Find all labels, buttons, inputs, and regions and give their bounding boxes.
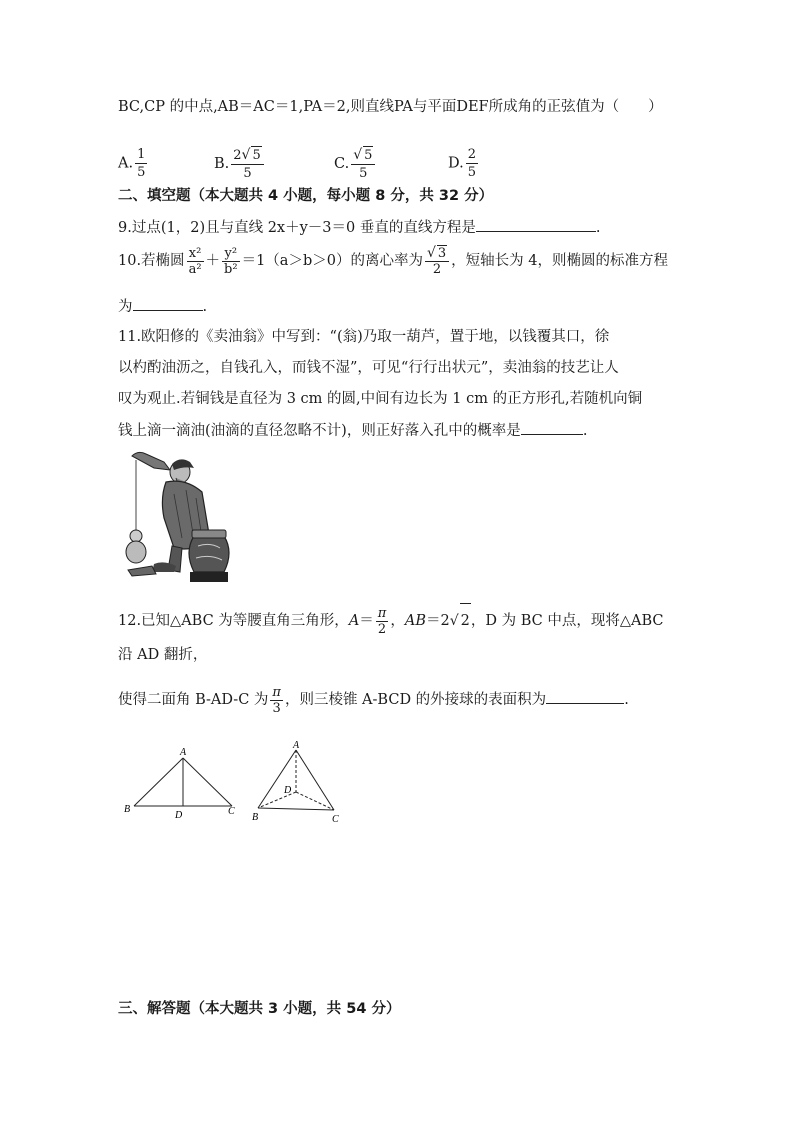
q11-line3: 叹为观止.若铜钱是直径为 3 cm 的圆,中间有边长为 1 cm 的正方形孔,若随机向铜 [118,391,643,407]
triangle-side-ac [183,758,232,806]
fig2-label-d: D [284,785,292,796]
oil-seller-illustration [124,448,236,584]
q8-option-b: B. $\frac{2√ 5}{5}$ [214,146,266,182]
fig2-label-b: B [252,812,259,823]
q12-answer-blank [546,689,624,704]
q8-option-d: D. $\frac{2}{5}$ [448,147,476,180]
q10-line2: 为 . [118,296,207,317]
q8-option-a: A. $\frac{1}{5}$ [118,147,146,180]
fig1-label-c: C [228,806,235,817]
tetra-edge-ab [258,750,296,808]
q11-answer-blank [521,420,583,435]
q9-answer-blank [476,217,596,232]
q11-line4: 钱上滴一滴油(油滴的直径忽略不计)，则正好落入孔中的概率是 . [118,420,587,441]
tetra-edge-bc [258,808,334,810]
fig2-label-a: A [293,740,300,751]
triangle-side-ab [134,758,183,806]
q8-option-c: C. $\frac{√ 5}{5}$ [334,146,377,182]
triangle-figure [120,746,250,822]
fig1-label-a: A [180,747,187,758]
q12-line3: 使得二面角 B-AD-C 为 $\frac{\pi}{3}$ ，则三棱锥 A-BCD 的外接球的表面积为 . [118,684,629,716]
q11-line1: 11.欧阳修的《卖油翁》中写到：“(翁)乃取一葫芦，置于地，以钱覆其口，徐 [118,329,610,345]
q12-line1: 12.已知△ABC 为等腰直角三角形，A＝ $\frac{\pi}{2}$ ，AB＝2√ 2，D 为 BC 中点，现将△ABC [118,603,664,638]
q11-line2: 以杓酌油沥之，自钱孔入，而钱不湿”，可见“行行出状元”，卖油翁的技艺让人 [118,360,619,376]
q10-line1: 10.若椭圆 $\frac{\text{x²}}{\text{a²}}$ ＋ $\frac{\text{y²}}{\text{b²}}$ ＝1（a＞b＞0）的离心率为 $\frac{√ 3}{2}$ ，短轴长为 4，则椭圆的标准方程 [118,245,669,277]
fig2-label-c: C [332,814,339,825]
fig1-label-b: B [124,804,131,815]
tetrahedron-figure [248,738,348,828]
fig1-label-d: D [175,810,183,821]
q10-answer-blank [133,296,203,311]
section2-heading: 二、填空题（本大题共 4 小题，每小题 8 分，共 32 分） [118,188,494,204]
q9-text: 9.过点(1，2)且与直线 2x＋y－3＝0 垂直的直线方程是 . [118,217,600,238]
section3-heading: 三、解答题（本大题共 3 小题，共 54 分） [118,1001,401,1017]
q12-line2: 沿 AD 翻折， [118,647,208,663]
q8-text: BC,CP 的中点,AB＝AC＝1,PA＝2,则直线PA与平面DEF所成角的正弦值为（ ） [118,99,663,115]
